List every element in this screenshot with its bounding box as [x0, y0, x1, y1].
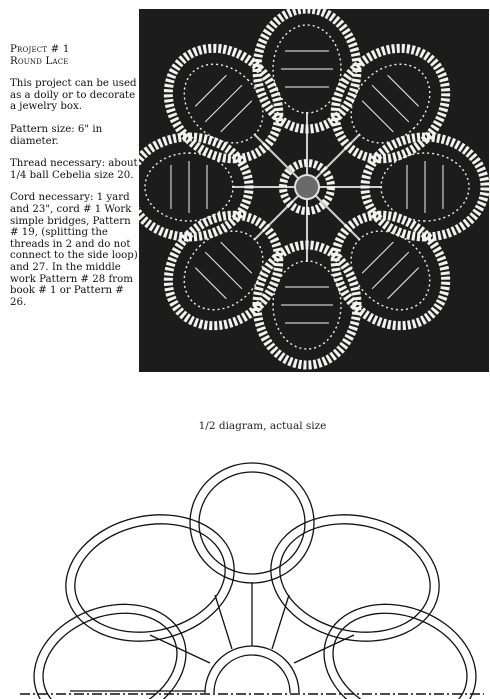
project-number: Project # 1 [10, 44, 70, 55]
doily-illustration [139, 9, 489, 372]
cord-requirement: Cord necessary: 1 yard and 23", cord # 1 Work simple bridges, Pattern # 19, (splitting the threads in 2 and do not connect to the side loop) and 27. In the middle work Pattern # 28 from book # 1 or Pattern # 26. [10, 192, 138, 308]
doily-photo [139, 9, 489, 372]
project-intro: This project can be used as a doily or to decorate a jewelry box. [10, 78, 137, 113]
instructions-column [10, 44, 138, 319]
pattern-size: Pattern size: 6" in diameter. [10, 123, 103, 147]
project-name: Round Lace [10, 55, 69, 67]
thread-requirement: Thread necessary: about 1/4 ball Cebelia size 20. [10, 158, 138, 181]
diagram-caption: 1/2 diagram, actual size [198, 420, 327, 432]
half-diagram [0, 445, 490, 699]
project-title [10, 44, 138, 67]
